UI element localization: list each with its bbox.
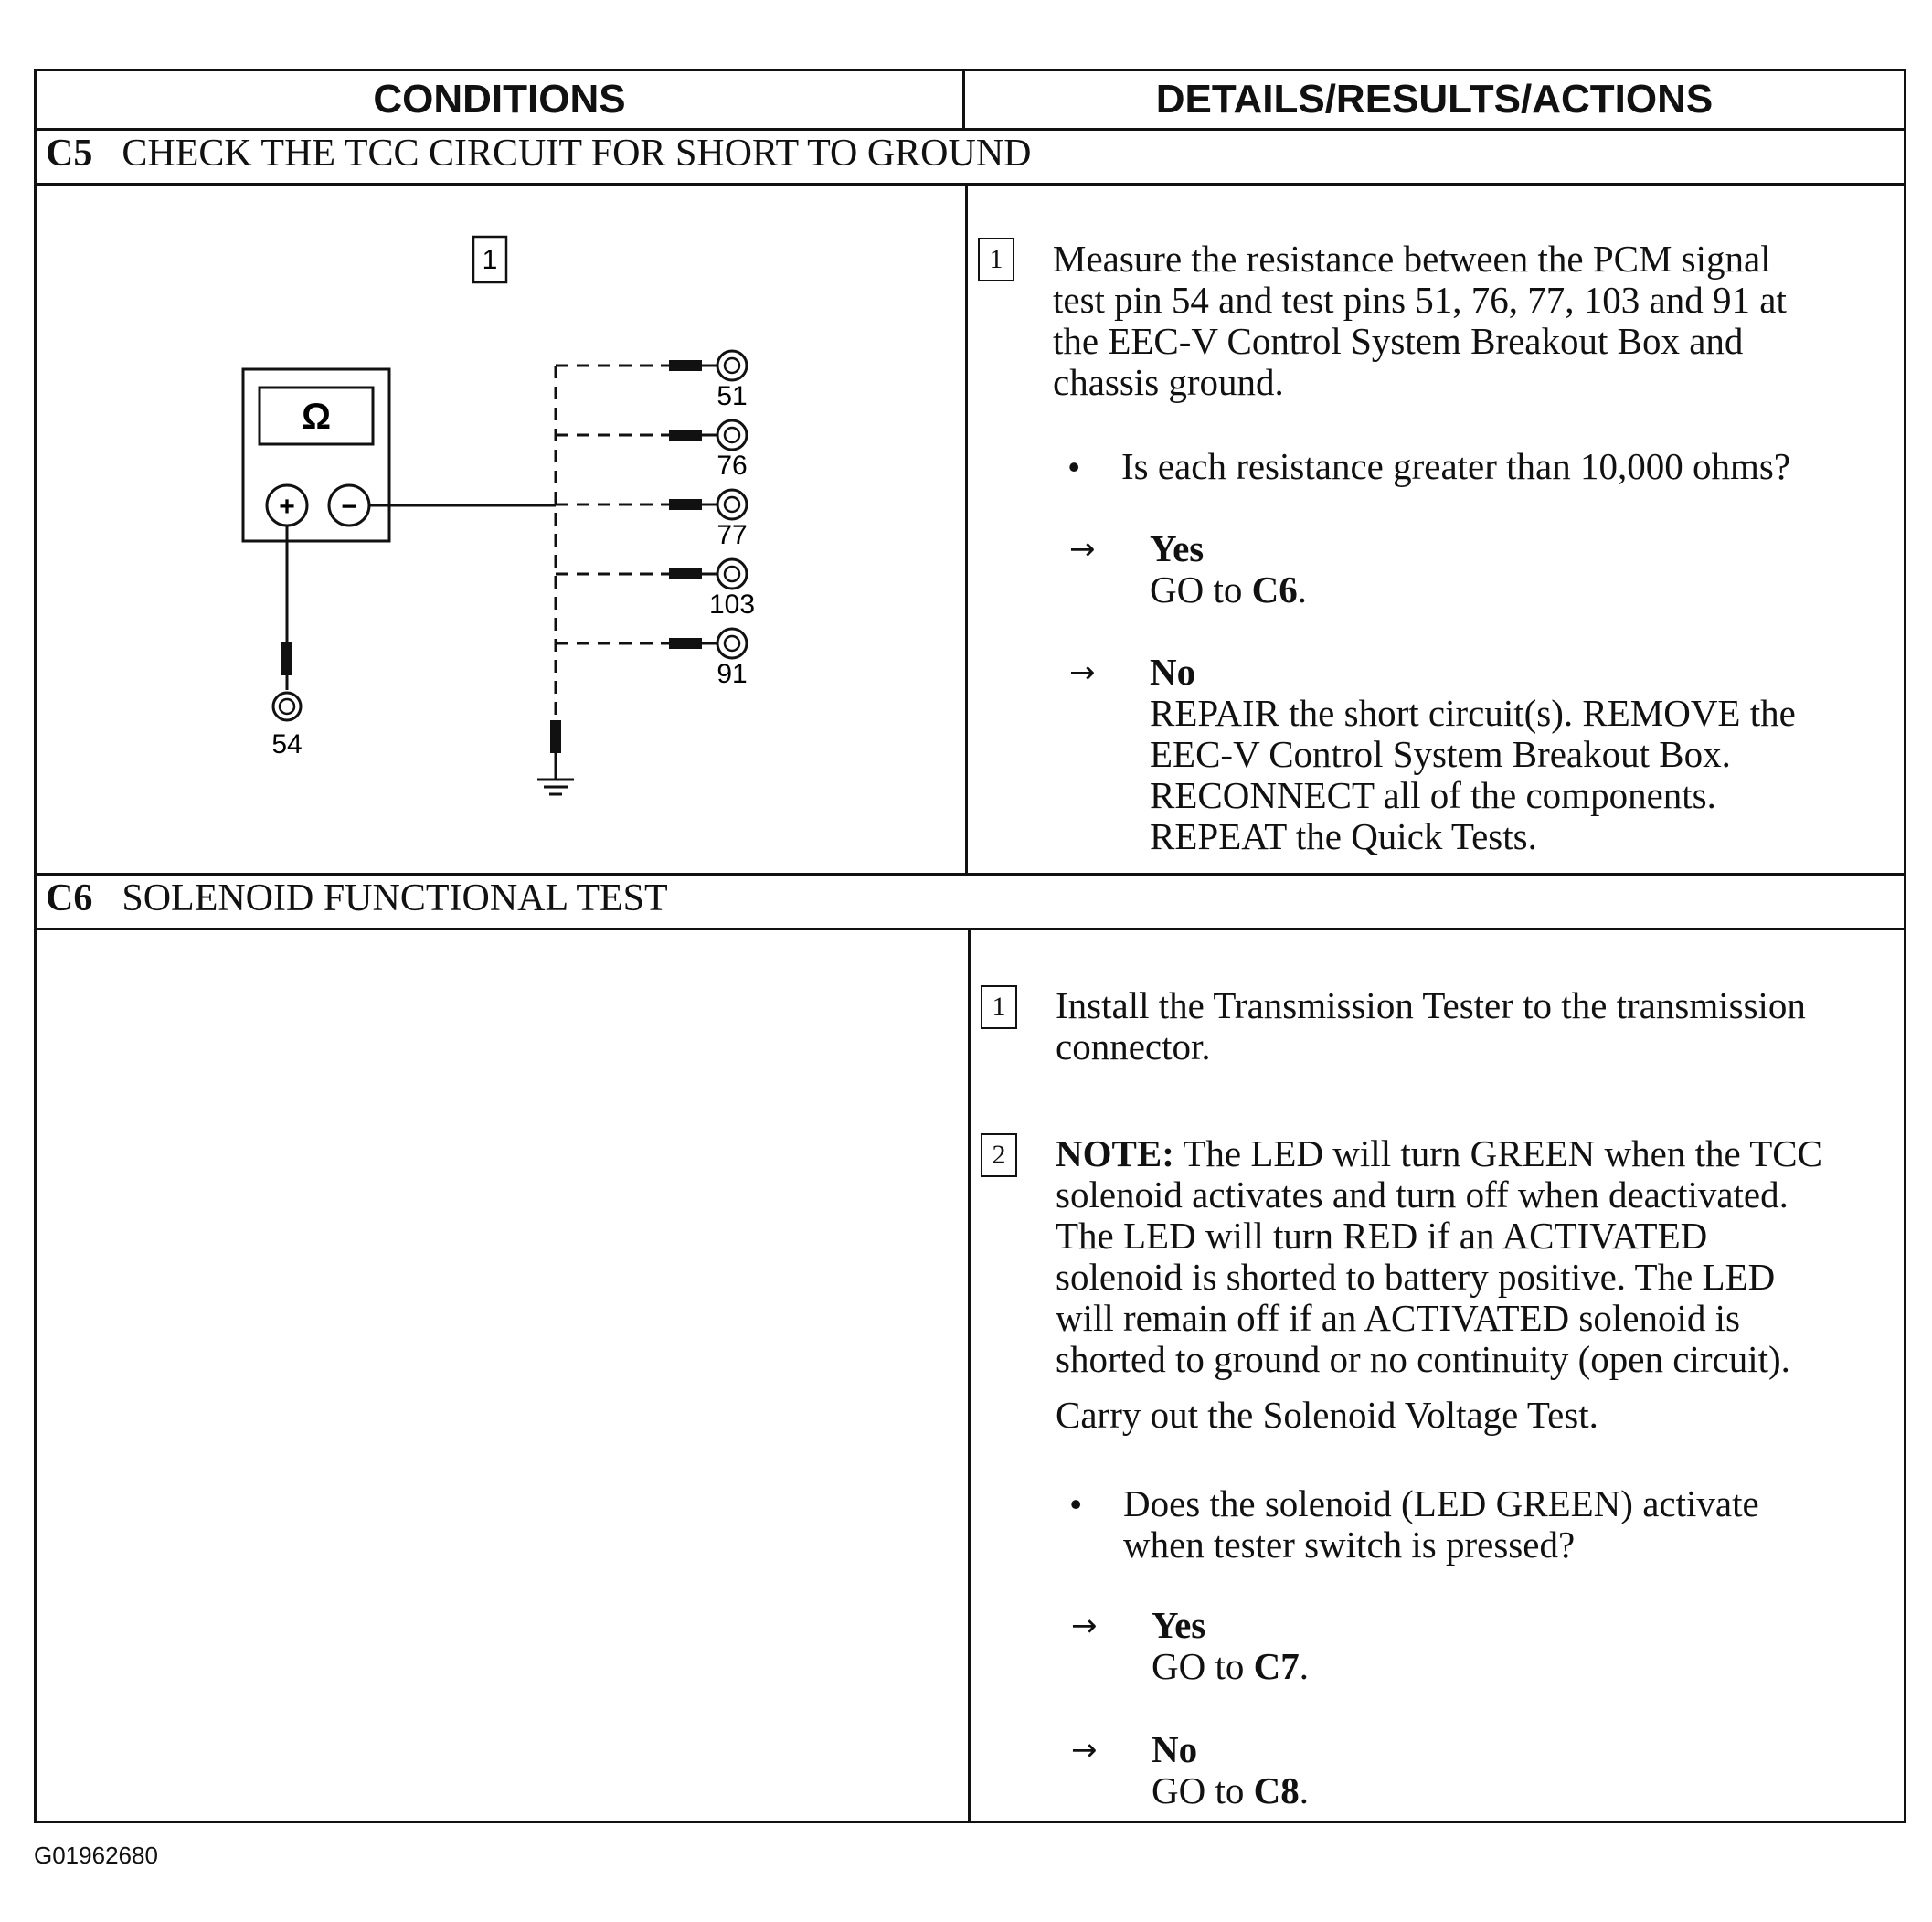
c5-step-1-text	[1053, 239, 1787, 403]
divider	[37, 873, 1904, 876]
period: .	[1299, 1645, 1309, 1687]
c6-note-line: shorted to ground or no continuity (open circuit).	[1056, 1338, 1790, 1380]
c6-note-line: will remain off if an ACTIVATED solenoid is	[1056, 1297, 1740, 1339]
c5-title-row	[46, 132, 1032, 175]
details-header: DETAILS/RESULTS/ACTIONS	[1155, 77, 1714, 122]
c6-question-line: Does the solenoid (LED GREEN) activate	[1123, 1482, 1759, 1524]
probe-plug-icon	[669, 360, 702, 371]
pin-jack-icon	[717, 629, 747, 658]
c6-step-1-line: connector.	[1056, 1025, 1211, 1067]
pin-jack-icon	[717, 351, 747, 380]
probe-plug-icon	[669, 499, 702, 510]
c6-step-2-box: 2	[981, 1133, 1017, 1177]
divider	[37, 128, 1904, 131]
c6-code: C6	[46, 877, 93, 919]
c5-no-arrow-icon: →	[1069, 654, 1096, 691]
c6-step-1-line: Install the Transmission Tester to the transmission	[1056, 984, 1806, 1026]
probe-plug-icon	[669, 430, 702, 441]
c6-note-first-line	[1056, 1133, 1822, 1174]
pin-label: 91	[717, 659, 748, 689]
c6-step-2-text	[1056, 1133, 1822, 1436]
pin-label: 76	[717, 451, 748, 481]
go-to-text: GO to	[1152, 1769, 1254, 1811]
c6-yes-action	[1152, 1646, 1309, 1687]
pin-54-jack-icon	[273, 693, 301, 720]
c6-title: SOLENOID FUNCTIONAL TEST	[122, 877, 668, 919]
c6-question-line: when tester switch is pressed?	[1123, 1524, 1576, 1566]
c5-step-1-line: chassis ground.	[1053, 361, 1284, 403]
c5-no-block	[1150, 652, 1796, 857]
pin-label: 51	[717, 381, 748, 411]
c6-no-action	[1152, 1770, 1309, 1811]
positive-terminal-label: +	[279, 492, 295, 522]
conditions-header: CONDITIONS	[37, 71, 965, 128]
note-first-line-text: The LED will turn GREEN when the TCC	[1173, 1132, 1822, 1174]
go-to-text: GO to	[1150, 568, 1252, 611]
c5-question: Is each resistance greater than 10,000 ohms?	[1121, 445, 1791, 487]
c5-code: C5	[46, 133, 93, 175]
resistance-test-diagram	[37, 186, 962, 871]
c6-yes-arrow-icon: →	[1071, 1608, 1098, 1644]
c5-title: CHECK THE TCC CIRCUIT FOR SHORT TO GROUND	[122, 133, 1032, 175]
column-divider	[965, 183, 968, 873]
c5-no-line: RECONNECT all of the components.	[1150, 774, 1716, 816]
c6-note-line: solenoid is shorted to battery positive. The LED	[1056, 1256, 1776, 1298]
c5-step-1-line: test pin 54 and test pins 51, 76, 77, 103 and 91 at	[1053, 279, 1787, 321]
c5-no-line: EEC-V Control System Breakout Box.	[1150, 733, 1731, 775]
pin-jack-inner-icon	[725, 358, 739, 373]
pin-jack-inner-icon	[725, 567, 739, 581]
pin-jack-icon	[717, 420, 747, 450]
pin-54-jack-inner-icon	[280, 699, 294, 714]
c6-no-label: No	[1152, 1728, 1198, 1770]
c6-action-text: Carry out the Solenoid Voltage Test.	[1056, 1394, 1598, 1436]
go-to-text: GO to	[1152, 1645, 1254, 1687]
c5-yes-block	[1150, 528, 1307, 611]
c6-no-target: C8	[1253, 1769, 1300, 1811]
c5-yes-label: Yes	[1150, 527, 1205, 569]
c5-yes-arrow-icon: →	[1069, 531, 1096, 568]
pin-jack-inner-icon	[725, 636, 739, 651]
c5-yes-target: C6	[1251, 568, 1298, 611]
c6-no-block	[1152, 1729, 1309, 1811]
pin-jack-icon	[717, 490, 747, 519]
c5-yes-action	[1150, 569, 1307, 611]
c6-no-arrow-icon: →	[1071, 1732, 1098, 1768]
c5-step-1-line: Measure the resistance between the PCM signal	[1053, 238, 1771, 280]
figure-id: G01962680	[34, 1842, 158, 1869]
period: .	[1299, 1769, 1309, 1811]
c6-question-bullet: •	[1069, 1483, 1083, 1525]
negative-terminal-label: −	[341, 492, 357, 522]
pin-jack-inner-icon	[725, 428, 739, 442]
procedure-table	[34, 69, 1906, 1823]
c5-question-bullet: •	[1067, 446, 1081, 488]
probe-plug-icon	[669, 568, 702, 579]
c6-step-1-text	[1056, 985, 1806, 1067]
c5-no-line: REPEAT the Quick Tests.	[1150, 815, 1537, 857]
c6-yes-block	[1152, 1605, 1309, 1687]
pin-label: 103	[708, 589, 756, 620]
pin-jack-icon	[717, 559, 747, 589]
note-label: NOTE:	[1056, 1132, 1174, 1174]
c5-no-line: REPAIR the short circuit(s). REMOVE the	[1150, 692, 1796, 734]
pin-54-label: 54	[271, 729, 303, 759]
pin-label: 77	[717, 520, 748, 550]
probe-plug-icon	[669, 638, 702, 649]
diagram-step-number: 1	[482, 245, 498, 275]
c6-question	[1123, 1483, 1759, 1566]
c6-title-row	[46, 876, 668, 920]
column-divider	[968, 928, 971, 1823]
c5-step-1-box: 1	[978, 238, 1014, 281]
c5-step-1-line: the EEC-V Control System Breakout Box and	[1053, 320, 1744, 362]
c5-no-label: No	[1150, 651, 1196, 693]
ground-probe-plug-icon	[550, 720, 561, 753]
pin-branches	[556, 351, 755, 689]
period: .	[1297, 568, 1307, 611]
ohm-icon: Ω	[301, 397, 332, 437]
c6-note-line: The LED will turn RED if an ACTIVATED	[1056, 1215, 1708, 1257]
probe-plug-icon	[281, 642, 292, 675]
pin-jack-inner-icon	[725, 497, 739, 512]
c6-yes-label: Yes	[1152, 1604, 1206, 1646]
c6-note-line: solenoid activates and turn off when deactivated.	[1056, 1173, 1789, 1216]
c6-step-1-box: 1	[981, 985, 1017, 1029]
c6-yes-target: C7	[1253, 1645, 1300, 1687]
